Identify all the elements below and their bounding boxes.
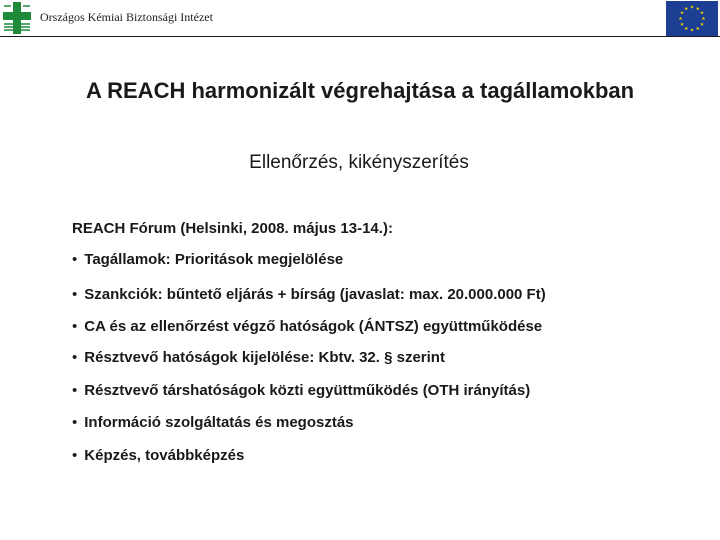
bullet-marker: • (72, 382, 78, 399)
bullet-marker: • (72, 318, 78, 335)
bullet-marker: • (72, 447, 78, 464)
bullet-item (72, 251, 343, 268)
forum-heading: REACH Fórum (Helsinki, 2008. május 13-14.): (72, 220, 393, 237)
bullet-item (72, 447, 244, 464)
bullet-item (72, 414, 354, 431)
eu-flag-icon (666, 1, 718, 36)
bullet-item (72, 286, 546, 303)
organization-name: Országos Kémiai Biztonsági Intézet (40, 10, 213, 24)
bullet-marker: • (72, 349, 78, 366)
bullet-text: Résztvevő hatóságok kijelölése: Kbtv. 32. § szerint (84, 349, 445, 366)
okbi-cross-logo-icon (3, 2, 31, 34)
slide-subtitle (0, 152, 720, 174)
bullet-marker: • (72, 251, 78, 268)
bullet-text: Tagállamok: Prioritások megjelölése (84, 251, 344, 268)
bullet-text: Résztvevő társhatóságok közti együttműködés (OTH irányítás) (84, 382, 531, 399)
header-bar (0, 0, 720, 37)
bullet-marker: • (72, 414, 78, 431)
bullet-marker: • (72, 286, 78, 303)
bullet-text: Képzés, továbbképzés (84, 447, 245, 464)
bullet-text: CA és az ellenőrzést végző hatóságok (ÁNTSZ) együttműködése (84, 318, 543, 335)
slide-title: A REACH harmonizált végrehajtása a tagállamokban (85, 78, 635, 103)
bullet-item (72, 382, 530, 399)
bullet-text: Információ szolgáltatás és megosztás (84, 414, 354, 431)
subtitle-text: Ellenőrzés, kikényszerítés (249, 152, 469, 173)
bullet-item (72, 318, 542, 335)
bullet-text: Szankciók: bűntető eljárás + bírság (javaslat: max. 20.000.000 Ft) (84, 286, 546, 303)
bullet-item (72, 349, 445, 366)
